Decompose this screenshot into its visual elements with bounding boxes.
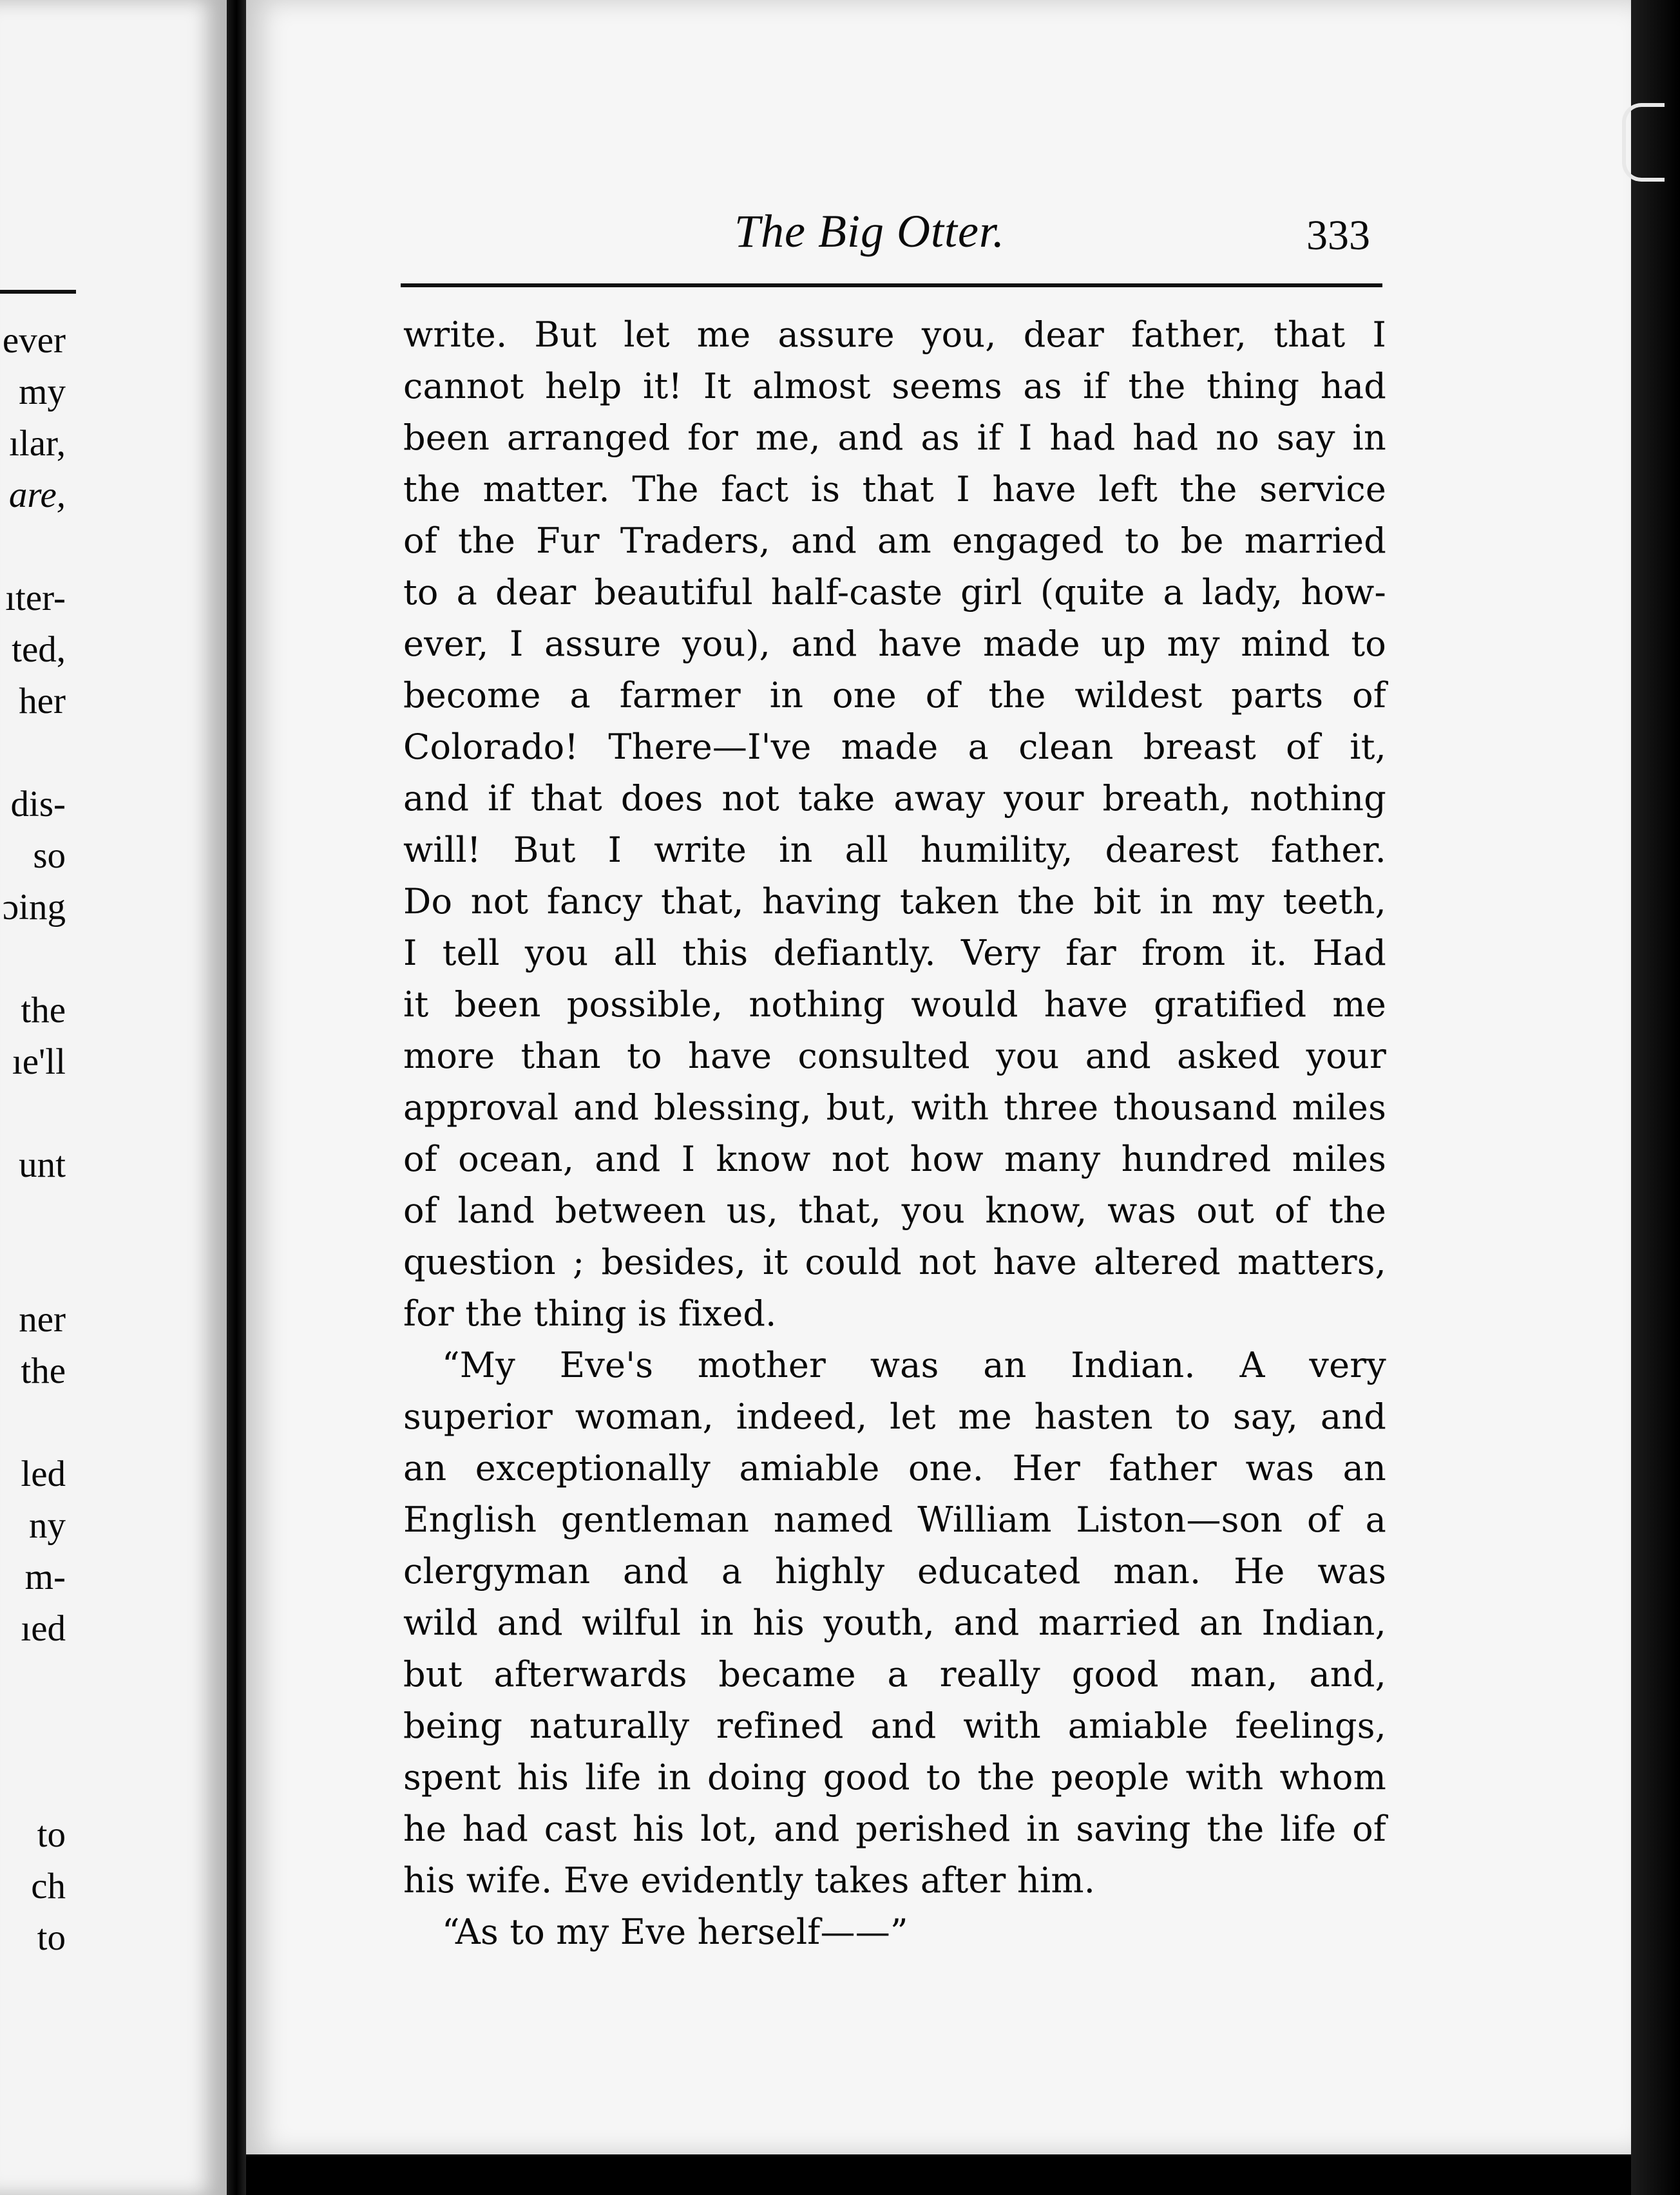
text-line: Do not fancy that, having taken the bit in my teeth, bbox=[403, 881, 1386, 922]
text-line: wild and wilful in his youth, and married an Indian, bbox=[403, 1602, 1386, 1643]
text-line: of land between us, that, you know, was out of the bbox=[403, 1190, 1386, 1231]
page-edge-notch bbox=[1622, 103, 1665, 182]
previous-page-line-fragment: so bbox=[33, 835, 66, 876]
previous-page-line-fragment: her bbox=[19, 681, 66, 721]
text-line: the matter. The fact is that I have left the service bbox=[403, 469, 1386, 509]
text-line: question ; besides, it could not have altered matters, bbox=[403, 1242, 1386, 1282]
previous-page-line-fragment: ever bbox=[2, 320, 66, 361]
previous-page-line-fragment: m- bbox=[24, 1557, 66, 1597]
text-line: English gentleman named William Liston—son of a bbox=[403, 1499, 1386, 1540]
text-line: I tell you all this defiantly. Very far from it. Had bbox=[403, 933, 1386, 973]
body-text bbox=[403, 309, 1386, 1958]
previous-page-line-fragment: led bbox=[21, 1454, 66, 1494]
text-line: spent his life in doing good to the people with whom bbox=[403, 1757, 1386, 1798]
previous-page-line-fragment: dis- bbox=[10, 784, 66, 824]
text-line: will! But I write in all humility, dearest father. bbox=[403, 830, 1386, 870]
previous-page-line-fragment: ner bbox=[19, 1299, 66, 1340]
text-line: for the thing is fixed. bbox=[403, 1293, 777, 1334]
book-gutter bbox=[227, 0, 246, 2195]
previous-page-line-fragment: ıe'll bbox=[12, 1041, 66, 1082]
text-line: more than to have consulted you and asked your bbox=[403, 1036, 1386, 1076]
text-line: to a dear beautiful half-caste girl (quite a lady, how- bbox=[403, 572, 1386, 613]
text-line: ever, I assure you), and have made up my mind to bbox=[403, 623, 1386, 664]
header-rule bbox=[401, 283, 1382, 287]
text-line: “As to my Eve herself——” bbox=[442, 1912, 908, 1952]
text-line: approval and blessing, but, with three thousand miles bbox=[403, 1087, 1386, 1128]
previous-page-line-fragment: ch bbox=[31, 1866, 66, 1906]
text-line: of ocean, and I know not how many hundred miles bbox=[403, 1139, 1386, 1179]
previous-page-line-fragment: the bbox=[21, 990, 66, 1031]
text-line: been arranged for me, and as if I had had no say in bbox=[403, 417, 1386, 458]
text-line: superior woman, indeed, let me hasten to say, and bbox=[403, 1396, 1386, 1437]
previous-page-line-fragment: unt bbox=[19, 1145, 66, 1185]
text-line: an exceptionally amiable one. Her father was an bbox=[403, 1448, 1386, 1488]
previous-page-line-fragment: to bbox=[37, 1917, 66, 1958]
previous-page-line-fragment: ɔing bbox=[2, 887, 66, 927]
text-line: being naturally refined and with amiable feelings, bbox=[403, 1706, 1386, 1746]
text-line: his wife. Eve evidently takes after him. bbox=[403, 1860, 1096, 1901]
text-line: become a farmer in one of the wildest parts of bbox=[403, 675, 1386, 716]
previous-page-line-fragment: ılar, bbox=[9, 423, 66, 464]
page-number: 333 bbox=[1306, 212, 1370, 259]
text-line: he had cast his lot, and perished in saving the life of bbox=[403, 1809, 1386, 1849]
text-line: write. But let me assure you, dear father, that I bbox=[403, 314, 1386, 355]
text-line: it been possible, nothing would have gratified me bbox=[403, 984, 1386, 1025]
text-line: but afterwards became a really good man, and, bbox=[403, 1654, 1386, 1695]
text-line: and if that does not take away your breath, nothing bbox=[403, 778, 1386, 819]
previous-page-line-fragment: my bbox=[19, 372, 66, 412]
running-head: The Big Otter. bbox=[734, 205, 1005, 257]
text-line: “My Eve's mother was an Indian. A very bbox=[442, 1345, 1386, 1385]
page-edge bbox=[1631, 0, 1680, 2195]
previous-page-rule bbox=[0, 290, 76, 294]
previous-page-line-fragment: ıed bbox=[21, 1608, 66, 1649]
previous-page-line-fragment: the bbox=[21, 1351, 66, 1391]
previous-page-line-fragment: to bbox=[37, 1814, 66, 1855]
previous-page-line-fragment: ted, bbox=[12, 629, 66, 670]
previous-page-line-fragment: ny bbox=[29, 1505, 66, 1546]
text-line: Colorado! There—I've made a clean breast of it, bbox=[403, 727, 1386, 767]
previous-page-line-fragment: ıter- bbox=[5, 578, 66, 618]
previous-page bbox=[0, 0, 227, 2195]
previous-page-line-fragment: are, bbox=[8, 475, 66, 515]
text-line: clergyman and a highly educated man. He was bbox=[403, 1551, 1386, 1592]
text-line: of the Fur Traders, and am engaged to be married bbox=[403, 520, 1386, 561]
text-line: cannot help it! It almost seems as if the thing had bbox=[403, 366, 1386, 406]
